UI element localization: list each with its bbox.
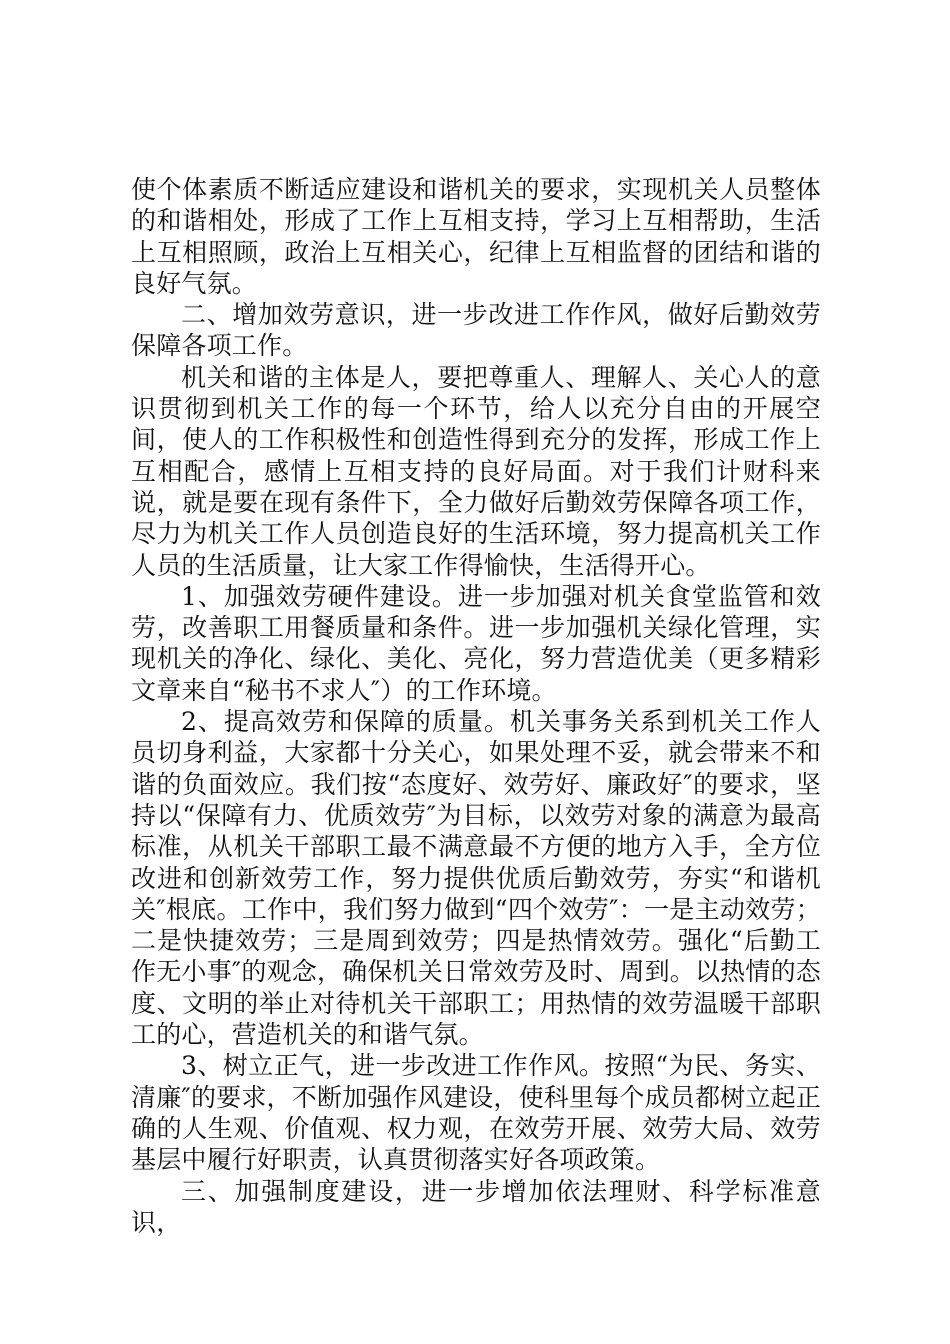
paragraph-harmony-subject: 机关和谐的主体是人，要把尊重人、理解人、关心人的意识贯彻到机关工作的每一个环节，给人以充分自由的开展空间，使人的工作积极性和创造性得到充分的发挥，形成工作上互相配合，感情上互相支持的良好局面。对于我们计财科来说，就是要在现有条件下，全力做好后勤效劳保障各项工作，尽力为机关工作人员创造良好的生活环境，努力提高机关工作人员的生活质量，让大家工作得愉快，生活得开心。 (131, 362, 821, 580)
item-two-service-quality: 2、提高效劳和保障的质量。机关事务关系到机关工作人员切身利益，大家都十分关心，如果处理不妥，就会带来不和谐的负面效应。我们按“态度好、效劳好、廉政好″的要求，坚持以“保障有力、优质效劳″为目标，以效劳对象的满意为最高标准，从机关干部职工最不满意最不方便的地方入手，全方位改进和创新效劳工作，努力提供优质后勤效劳，夯实“和谐机关″根底。工作中，我们努力做到“四个效劳″：一是主动效劳；二是快捷效劳；三是周到效劳；四是热情效劳。强化“后勤工作无小事″的观念，确保机关日常效劳及时、周到。以热情的态度、文明的举止对待机关干部职工；用热情的效劳温暖干部职工的心，营造机关的和谐气氛。 (131, 707, 821, 1050)
item-one-hardware: 1、加强效劳硬件建设。进一步加强对机关食堂监管和效劳，改善职工用餐质量和条件。进一步加强机关绿化管理，实现机关的净化、绿化、美化、亮化，努力营造优美（更多精彩文章来自“秘书不求人″）的工作环境。 (131, 581, 821, 705)
item-three-work-style: 3、树立正气，进一步改进工作作风。按照“为民、务实、清廉″的要求，不断加强作风建设，使科里每个成员都树立起正确的人生观、价值观、权力观，在效劳开展、效劳大局、效劳基层中履行好职责，认真贯彻落实好各项政策。 (131, 1051, 821, 1175)
section-heading-two: 二、增加效劳意识，进一步改进工作作风，做好后勤效劳保障各项工作。 (131, 300, 821, 361)
section-heading-three: 三、加强制度建设，进一步增加依法理财、科学标准意识， (131, 1176, 821, 1237)
document-body (131, 174, 821, 1238)
paragraph-continuation: 使个体素质不断适应建设和谐机关的要求，实现机关人员整体的和谐相处，形成了工作上互相支持，学习上互相帮助，生活上互相照顾，政治上互相关心，纪律上互相监督的团结和谐的良好气氛。 (131, 175, 821, 298)
